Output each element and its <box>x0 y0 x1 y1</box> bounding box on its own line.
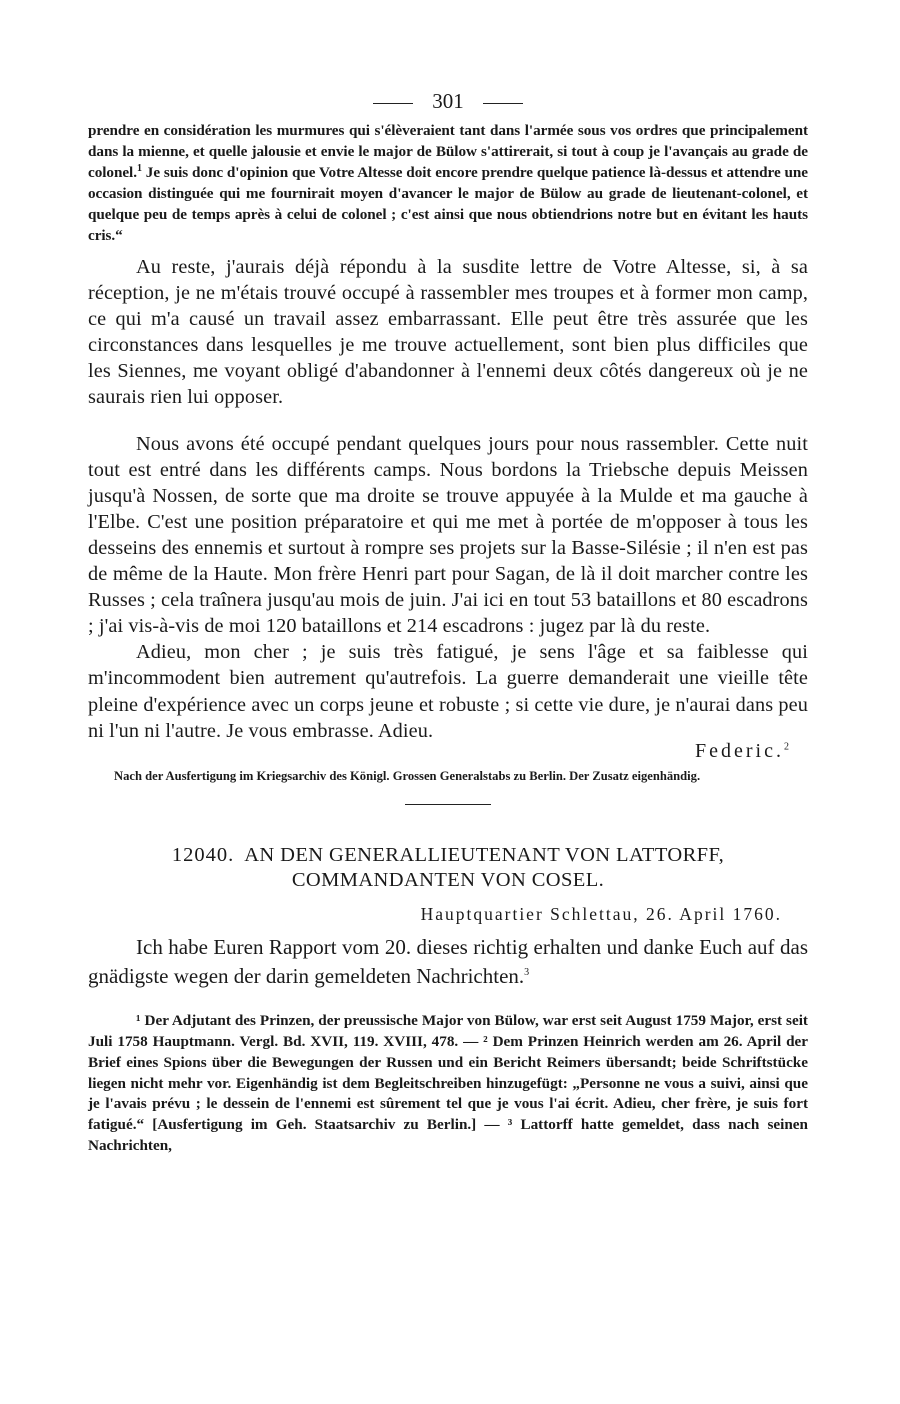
page-number: 301 <box>432 89 464 113</box>
footnote-marker-2: 2 <box>784 741 792 753</box>
heading-line-1: AN DEN GENERALLIEUTENANT VON LATTORFF, <box>244 844 725 867</box>
letter-text: Ich habe Euren Rapport vom 20. dieses richtig erhalten und danke Euch auf das gnädigste wegen der darin gemeldeten Nachrichten. <box>88 935 808 989</box>
letter-heading <box>88 843 808 893</box>
page-header <box>88 86 808 120</box>
signature-text: Federic. <box>695 739 784 762</box>
page <box>88 86 808 1157</box>
paragraph-2: Nous avons été occupé pendant quelques jours pour nous rassembler. Cette nuit tout est entré dans les différents camps. Nous bordons la Triebsche depuis Meissen jusqu'à Nossen, de sorte que ma droite se trouve appuyée à la Mulde et ma gauche à l'Elbe. C'est une position préparatoire et qui me met à portée de m'opposer à tous les desseins des ennemis et surtout à rompre ses projets sur la Basse-Silésie ; il n'en est pas de même de la Haute. Mon frère Henri part pour Sagan, de là il doit marcher contre les Russes ; cela traînera jusqu'au mois de juin. J'ai ici en tout 53 bataillons et 80 escadrons ; j'ai vis-à-vis de moi 120 bataillons et 214 escadrons : jugez par là du reste. <box>88 432 808 638</box>
header-dash-left <box>373 103 413 104</box>
footnotes <box>88 1011 808 1157</box>
heading-line-2: COMMANDANTEN VON COSEL. <box>291 869 605 892</box>
footnote-marker-3: 3 <box>524 967 530 979</box>
paragraph-1: Au reste, j'aurais déjà répondu à la susdite lettre de Votre Altesse, si, à sa réception, je ne m'étais trouvé occupé à rassembler mes troupes et à former mon camp, ce qui m'a causé un travail assez embarrassant. Elle peut être très assurée que les circonstances dans lesquelles je me trouve actuellement, sont bien plus difficiles que les Siennes, me voyant obligé d'abandonner à l'ennemi deux côtés dangereux où je ne saurais rien lui opposer. <box>88 256 808 409</box>
footnote-marker-1: 1 <box>136 162 142 174</box>
place-date: Hauptquartier Schlettau, 26. April 1760. <box>420 904 782 925</box>
quote-paragraph <box>88 120 808 246</box>
quote-text-end: Je suis donc d'opinion que Votre Altesse doit encore prendre quelque patience là-dessus et attendre une occasion distinguée qui me fournirait moyen d'avancer le major de Bülow au grade de lieutenant-colonel, et quelque peu de temps après à celui de colonel ; c'est ainsi que nous obtiendrions notre but en évitant les hauts cris.“ <box>88 164 808 244</box>
footnotes-text: ¹ Der Adjutant des Prinzen, der preussische Major von Bülow, war erst seit August 1759 Major, erst seit Juli 1758 Hauptmann. Vergl. Bd. XVII, 119. XVIII, 478. — ² Dem Prinzen Heinrich werden am 26. April der Brief eines Spions über die Bewegungen der Russen und ein Bericht Reimers übersandt; beide Schriftstücke liegen nicht mehr vor. Eigenhändig ist dem Begleitschreiben hinzugefügt: „Personne ne vous a suivi, ainsi que je l'avais prévu ; le dessein de l'ennemi est sûrement tel que je vous l'ai écrit. Adieu, cher frère, je suis fort fatigué.“ [Ausfertigung im Geh. Staatsarchiv zu Berlin.] — ³ Lattorff hatte gemeldet, dass nach seinen Nachrichten, <box>88 1012 808 1154</box>
paragraph-3: Adieu, mon cher ; je suis très fatigué, je sens l'âge et sa faiblesse qui m'incommodent bien autrement qu'autrefois. La guerre demanderait une vieille tête pleine d'expérience avec un corps jeune et robuste ; si cette vie dure, je n'aurai dans peu ni l'un ni l'autre. Je vous embrasse. Adieu. <box>88 641 808 742</box>
source-note: Nach der Ausfertigung im Kriegsarchiv des Königl. Grossen Generalstabs zu Berlin. Der Zusatz eigenhändig. <box>114 768 701 783</box>
letter-paragraph <box>88 933 808 991</box>
quote-text: prendre en considération les murmures qui s'élèveraient tant dans l'armée sous vos ordres que principalement dans la mienne, et quelle jalousie et envie le major de Bülow s'attirerait, si tout à coup je l'avançais au grade de colonel. <box>88 122 808 181</box>
header-dash-right <box>483 103 523 104</box>
heading-number: 12040. <box>171 844 235 867</box>
section-divider <box>405 804 491 805</box>
